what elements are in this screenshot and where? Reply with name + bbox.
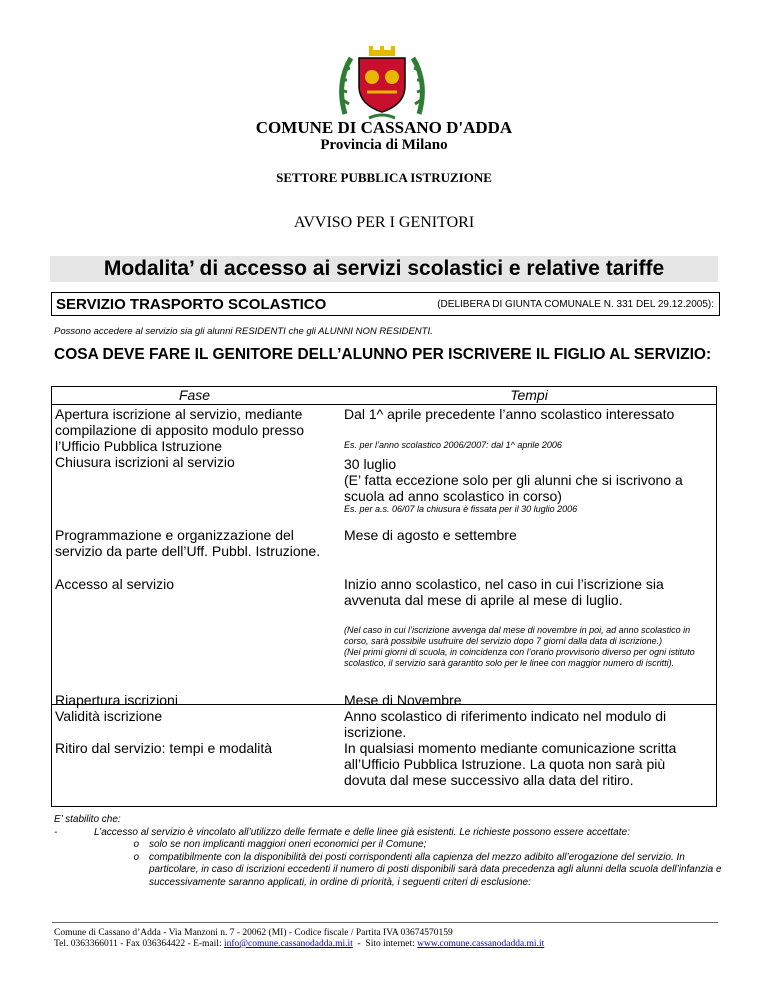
rule-subtext: compatibilmente con la disponibilità dei posti corrispondenti alla capienza del mezzo adibito all’erogazione del servizio. In particolare, in caso di iscrizioni eccedenti il numero di posti disponibili sarà data precedenza agli alunni della scuola dell’infanzia e successivamente saranno applicati, in ordine di priorità, i seguenti criteri di esclusione: (149, 851, 722, 888)
rule-subitem (54, 839, 724, 852)
footer-address: Comune di Cassano d’Adda - Via Manzoni n. 7 - 20062 (MI) - Codice fiscale / Partita IVA 03674570159 (54, 928, 453, 938)
footer-site-label: - Sito internet: (352, 939, 418, 949)
bullet-marker: o (133, 839, 139, 851)
rule-text: L’accesso al servizio è vincolato all’utilizzo delle fermate e delle linee già esistenti. Le richieste possono essere accettate: (94, 826, 630, 838)
table-divider (52, 404, 716, 405)
service-name: SERVIZIO TRASPORTO SCOLASTICO (56, 296, 327, 313)
email-link[interactable]: info@comune.cassanodadda.mi.it (223, 939, 353, 949)
bullet-marker: o (133, 851, 139, 863)
fase-validita: Validità iscrizione (55, 708, 163, 724)
fase-ritiro: Ritiro dal servizio: tempi e modalità (55, 740, 273, 756)
dash-marker: - (54, 826, 58, 838)
rules-section (54, 814, 724, 890)
column-header-fase: Fase (178, 387, 211, 403)
department-name: SETTORE PUBBLICA ISTRUZIONE (276, 170, 492, 185)
fase-chiusura: Chiusura iscrizioni al servizio (55, 454, 235, 470)
tempi-ritiro: In qualsiasi momento mediante comunicazione scritta all’Ufficio Pubblica Istruzione. La quota non sarà più dovuta dal mese successivo alla data del ritiro. (344, 740, 677, 788)
tempi-programmazione: Mese di agosto e settembre (344, 527, 517, 543)
fase-apertura: Apertura iscrizione al servizio, mediante compilazione di apposito modulo presso l’Ufficio Pubblica Istruzione (55, 406, 305, 454)
rule-subitem (54, 852, 724, 890)
service-delibera: (DELIBERA DI GIUNTA COMUNALE N. 331 DEL 29.12.2005): (437, 299, 714, 310)
fase-accesso: Accesso al servizio (55, 576, 175, 592)
rules-intro: E’ stabilito che: (54, 814, 121, 825)
tempi-chiusura: 30 luglio (E’ fatta eccezione solo per gli alunni che si iscrivono a scuola ad anno scolastico in corso) (344, 456, 683, 504)
municipal-crest-logo (339, 44, 425, 122)
rule-item (54, 827, 724, 840)
access-note: Possono accedere al servizio sia gli alunni RESIDENTI che gli ALUNNI NON RESIDENTI. (54, 326, 433, 337)
fase-programmazione: Programmazione e organizzazione del servizio da parte dell’Uff. Pubbl. Istruzione. (55, 527, 321, 559)
fase-riapertura: Riapertura iscrizioni (55, 692, 178, 708)
tempi-validita: Anno scolastico di riferimento indicato nel modulo di iscrizione. (344, 708, 667, 740)
footer (54, 928, 544, 950)
note-apertura: Es. per l’anno scolastico 2006/2007: dal 1^ aprile 2006 (344, 440, 562, 450)
service-box (51, 292, 720, 316)
rule-subtext: solo se non implicanti maggiori oneri economici per il Comune; (149, 839, 427, 851)
phases-table (51, 386, 717, 807)
column-header-tempi: Tempi (510, 387, 548, 403)
note-accesso: (Nel caso in cui l’iscrizione avvenga dal mese di novembre in poi, ad anno scolastico in corso, sarà possibile usufruire del servizio dopo 7 giorni dalla data di iscrizione.) (Nei primi giorni di scuola, in coincidenza con l’orario provvisorio diverso per ogni istituto scolastico, il servizio sarà garantito solo per le linee con maggior numero di iscritti). (344, 625, 695, 668)
footer-phone: Tel. 0363366011 - Fax 036364422 - E-mail: (54, 939, 224, 949)
municipality-name: COMUNE DI CASSANO D'ADDA (255, 118, 513, 137)
footer-divider (52, 922, 718, 923)
province-name: Provincia di Milano (320, 137, 448, 153)
note-chiusura: Es. per a.s. 06/07 la chiusura è fissata per il 30 luglio 2006 (344, 504, 578, 514)
tempi-riapertura: Mese di Novembre (344, 692, 462, 708)
footer-contacts (54, 939, 544, 950)
tempi-accesso: Inizio anno scolastico, nel caso in cui l’iscrizione sia avvenuta dal mese di aprile al mese di luglio. (344, 576, 664, 608)
tempi-apertura: Dal 1^ aprile precedente l’anno scolastico interessato (344, 406, 675, 422)
document-title: Modalita’ di accesso ai servizi scolastici e relative tariffe (50, 256, 718, 282)
website-link[interactable]: www.comune.cassanodadda.mi.it (417, 939, 545, 949)
section-heading: COSA DEVE FARE IL GENITORE DELL’ALUNNO PER ISCRIVERE IL FIGLIO AL SERVIZIO: (54, 346, 712, 363)
notice-heading: AVVISO PER I GENITORI (293, 214, 475, 231)
